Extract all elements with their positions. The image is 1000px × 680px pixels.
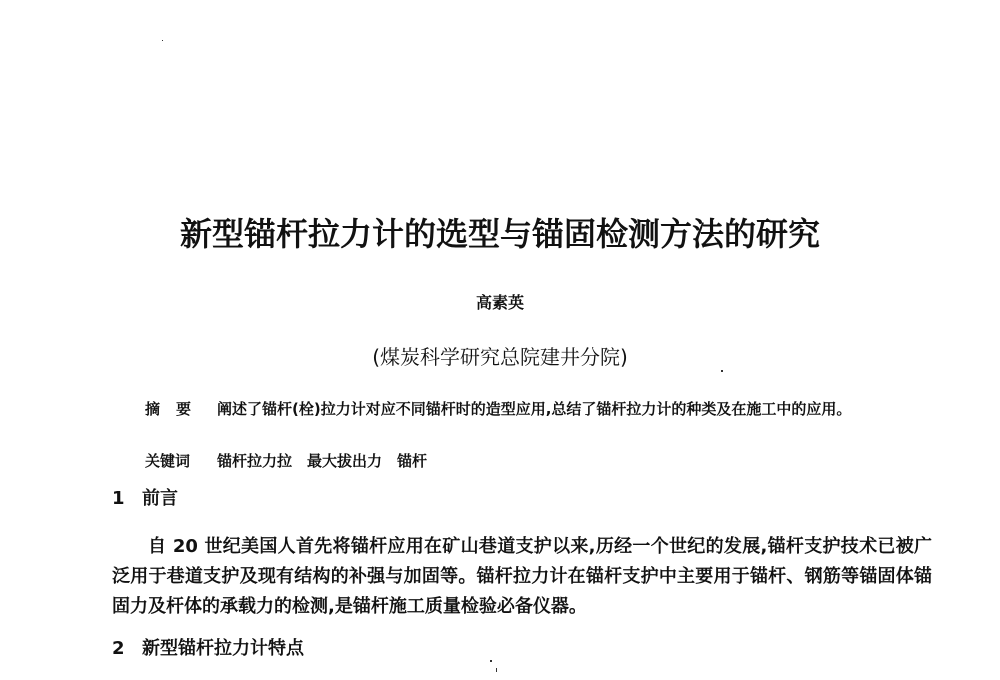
scan-speck	[721, 370, 723, 372]
section-title: 新型锚杆拉力计特点	[142, 638, 304, 659]
section-heading-1	[112, 486, 178, 512]
scan-speck	[162, 40, 163, 41]
keywords-label: 关键词	[145, 452, 191, 470]
section-heading-2	[112, 636, 304, 662]
abstract-text: 阐述了锚杆(栓)拉力计对应不同锚杆时的造型应用,总结了锚杆拉力计的种类及在施工中的应用。	[217, 400, 852, 418]
scan-speck	[490, 660, 492, 662]
keywords-block	[145, 448, 935, 474]
section-number: 1	[112, 488, 125, 509]
paper-title: 新型锚杆拉力计的选型与锚固检测方法的研究	[179, 215, 820, 253]
section-number: 2	[112, 638, 125, 659]
scan-speck	[496, 668, 497, 672]
keywords-text: 锚杆拉力拉 最大拔出力 锚杆	[217, 452, 428, 470]
author-name: 高素英	[475, 293, 524, 312]
body-paragraph: 自 20 世纪美国人首先将锚杆应用在矿山巷道支护以来,历经一个世纪的发展,锚杆支护技术已被广泛用于巷道支护及现有结构的补强与加固等。锚杆拉力计在锚杆支护中主要用于锚杆、钢筋等锚固体锚固力及杆体的承载力的检测,是锚杆施工质量检验必备仪器。	[112, 536, 932, 617]
abstract-block	[145, 396, 935, 422]
author-affiliation: (煤炭科学研究总院建井分院)	[372, 345, 628, 369]
section-title: 前言	[142, 488, 178, 509]
abstract-label: 摘要	[145, 400, 208, 418]
